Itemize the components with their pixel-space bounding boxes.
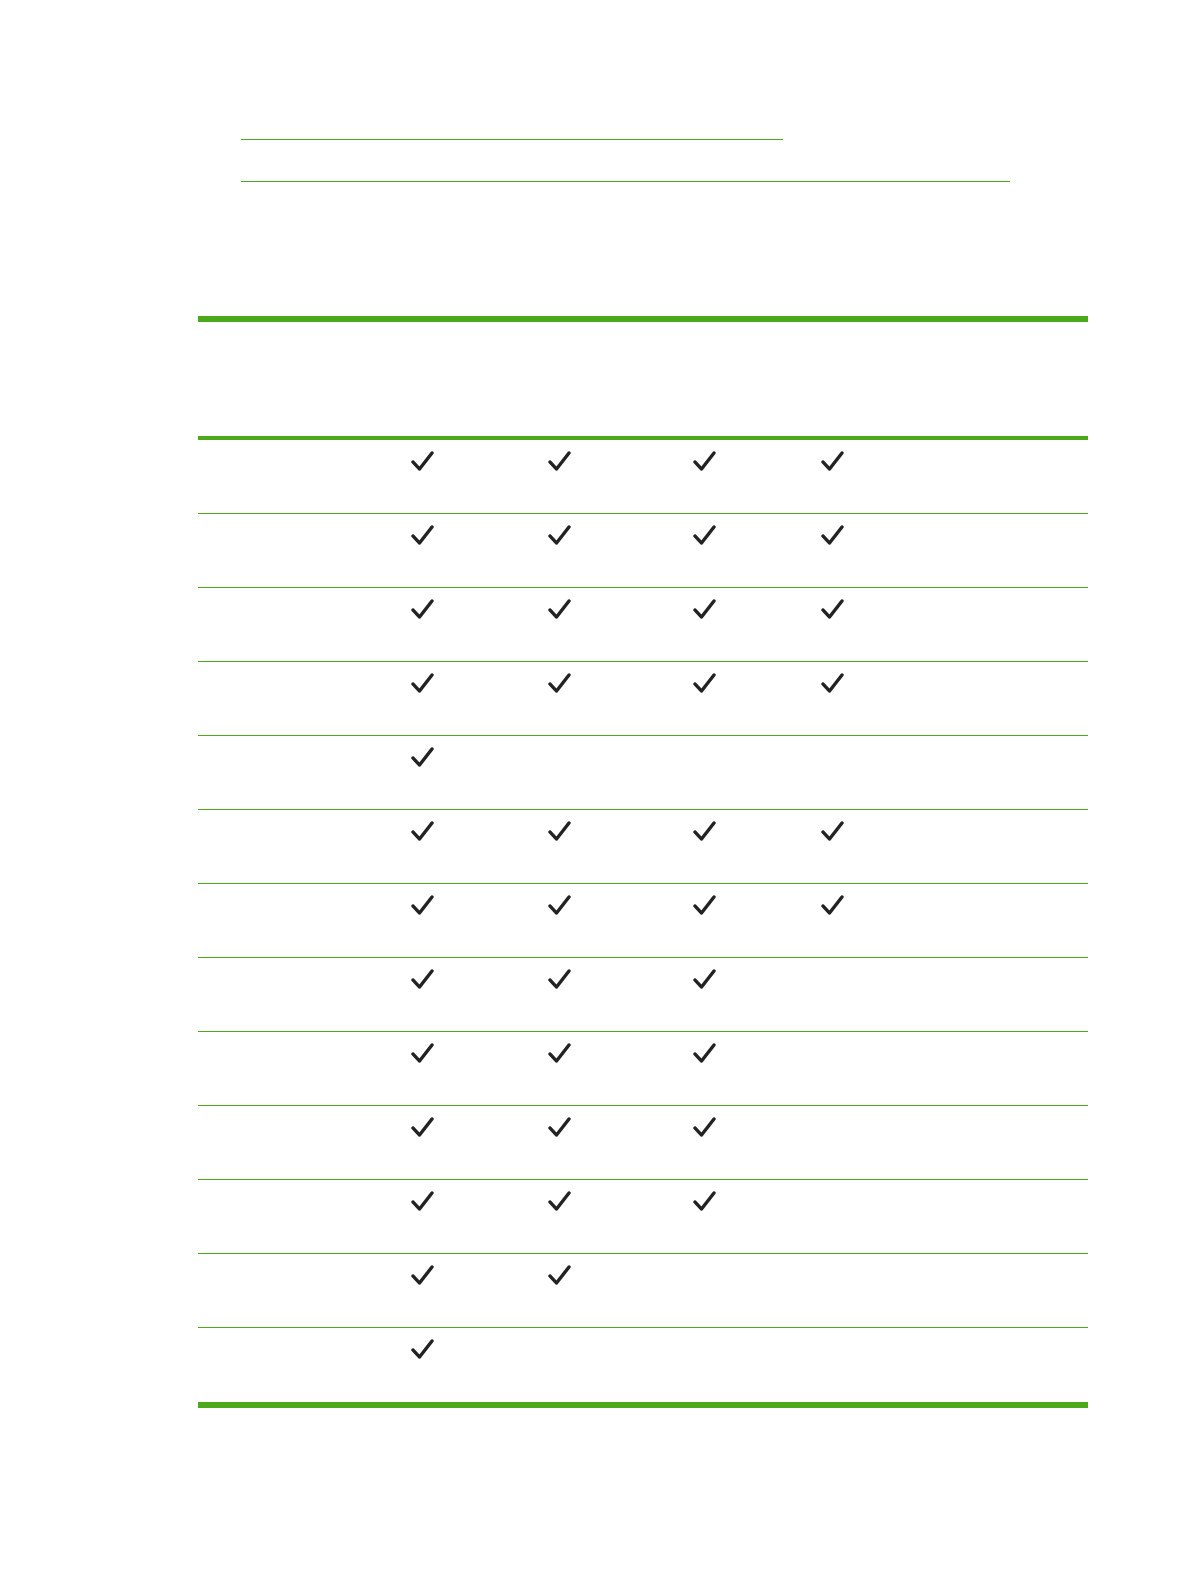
check-mark-icon <box>693 1190 717 1212</box>
table-row <box>198 958 1088 1032</box>
check-mark-icon <box>548 1190 572 1212</box>
check-mark-icon <box>821 450 845 472</box>
check-mark-icon <box>693 524 717 546</box>
check-mark-icon <box>548 1264 572 1286</box>
check-mark-icon <box>411 746 435 768</box>
table-row <box>198 1180 1088 1254</box>
check-mark-icon <box>411 1264 435 1286</box>
check-mark-icon <box>693 820 717 842</box>
table-header <box>198 322 1088 436</box>
check-mark-icon <box>411 1042 435 1064</box>
table-row <box>198 1106 1088 1180</box>
table-row <box>198 810 1088 884</box>
check-mark-icon <box>411 1116 435 1138</box>
table-row <box>198 1254 1088 1328</box>
check-mark-icon <box>693 894 717 916</box>
link-underline-1 <box>241 139 783 140</box>
check-mark-icon <box>821 672 845 694</box>
table-row <box>198 1328 1088 1402</box>
check-mark-icon <box>548 524 572 546</box>
link-underline-2 <box>241 181 1010 182</box>
check-mark-icon <box>411 1190 435 1212</box>
check-mark-icon <box>548 1042 572 1064</box>
check-mark-icon <box>693 450 717 472</box>
table-row <box>198 514 1088 588</box>
table-row <box>198 884 1088 958</box>
check-mark-icon <box>548 672 572 694</box>
check-mark-icon <box>548 968 572 990</box>
check-mark-icon <box>548 1116 572 1138</box>
check-mark-icon <box>821 820 845 842</box>
table-row <box>198 1032 1088 1106</box>
table-bottom-rule <box>198 1402 1088 1408</box>
check-mark-icon <box>411 820 435 842</box>
check-mark-icon <box>411 450 435 472</box>
check-mark-icon <box>821 894 845 916</box>
check-mark-icon <box>411 894 435 916</box>
check-mark-icon <box>548 598 572 620</box>
check-mark-icon <box>548 894 572 916</box>
table-row <box>198 736 1088 810</box>
table-row <box>198 588 1088 662</box>
check-mark-icon <box>693 672 717 694</box>
check-mark-icon <box>693 1116 717 1138</box>
check-mark-icon <box>693 968 717 990</box>
check-mark-icon <box>821 598 845 620</box>
check-mark-icon <box>411 1338 435 1360</box>
table-row <box>198 440 1088 514</box>
check-mark-icon <box>821 524 845 546</box>
check-mark-icon <box>548 820 572 842</box>
check-mark-icon <box>548 450 572 472</box>
table-row <box>198 662 1088 736</box>
check-mark-icon <box>411 968 435 990</box>
check-mark-icon <box>411 524 435 546</box>
check-mark-icon <box>693 598 717 620</box>
check-mark-icon <box>411 598 435 620</box>
check-mark-icon <box>693 1042 717 1064</box>
check-mark-icon <box>411 672 435 694</box>
